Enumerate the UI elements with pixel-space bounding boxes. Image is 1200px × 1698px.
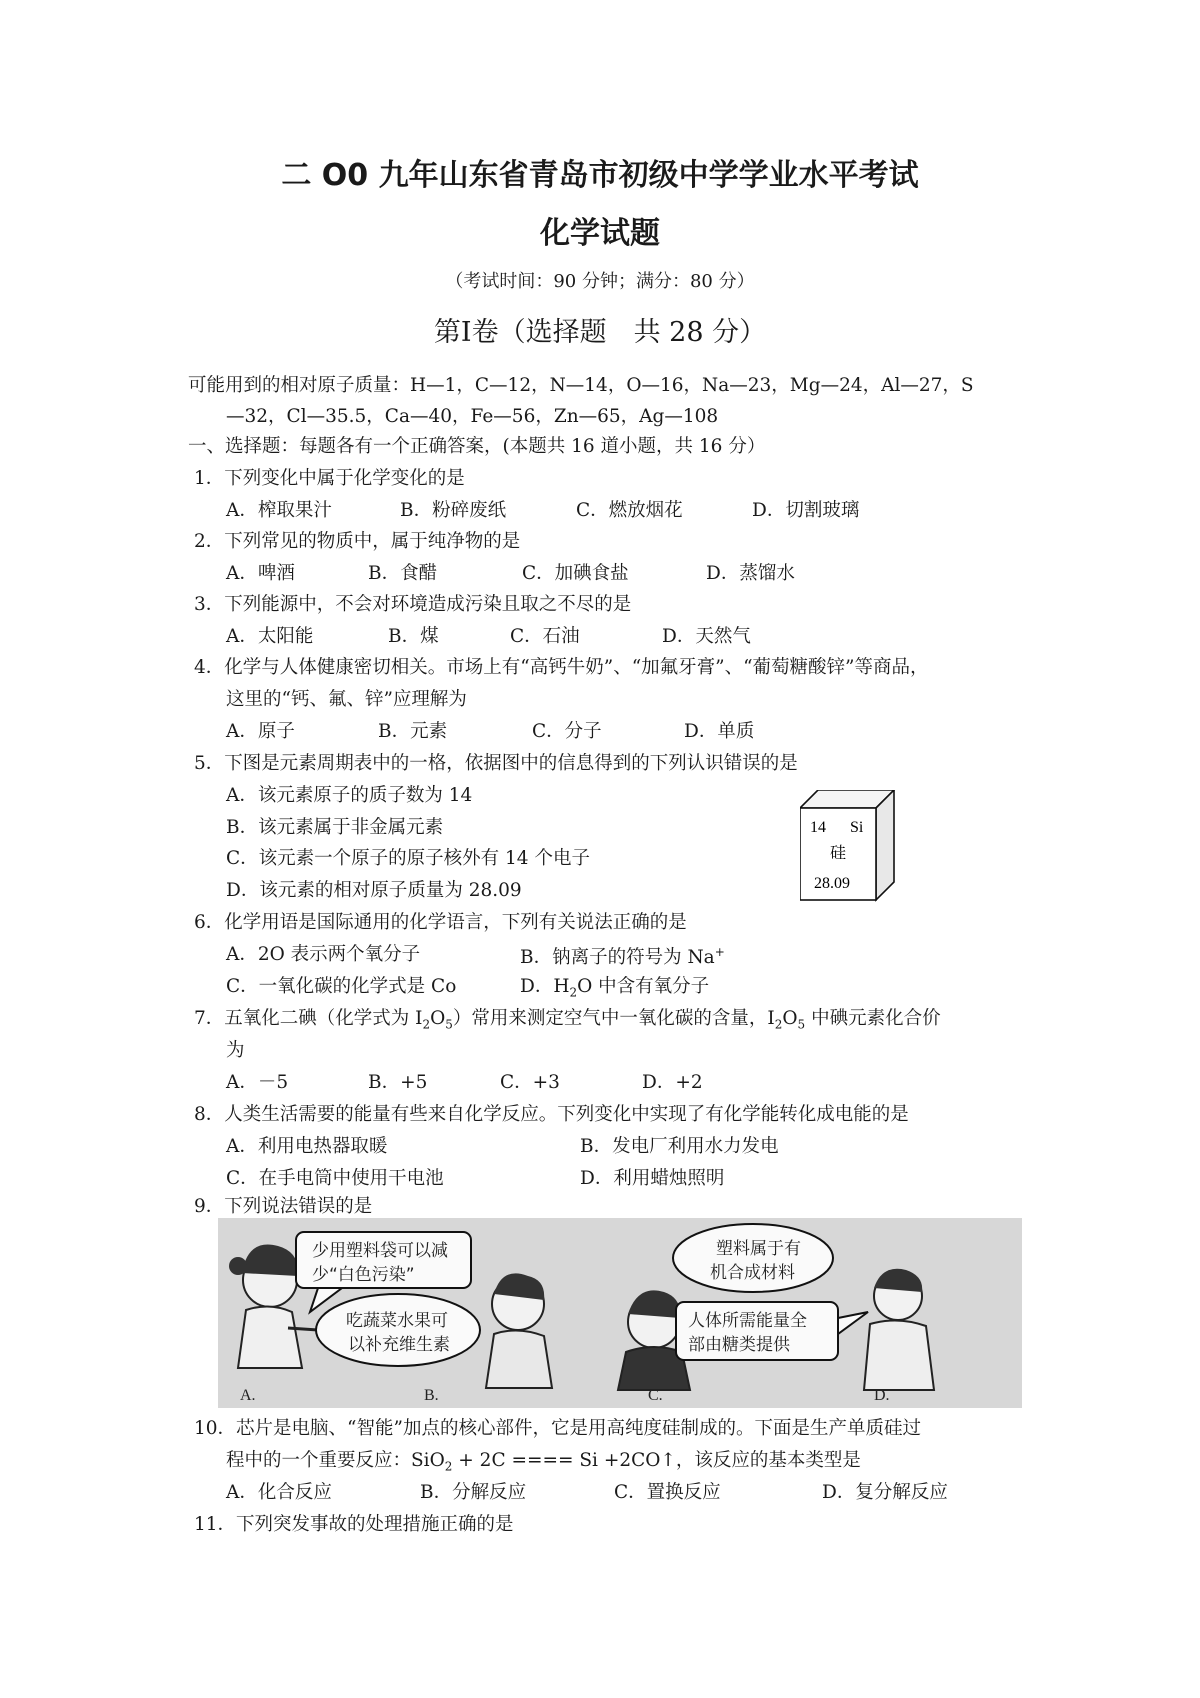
question-10-stem: 10．芯片是电脑、“智能”加点的核心部件，它是用高纯度硅制成的。下面是生产单质硅过: [194, 1418, 921, 1439]
cartoon-label-d: D.: [874, 1387, 890, 1404]
element-name: 硅: [830, 843, 847, 862]
question-7-stem-cont: 为: [226, 1040, 245, 1061]
question-9-cartoon: [218, 1218, 1022, 1408]
q10-part-b: + 2C ==== Si +2CO↑，该反应的基本类型是: [452, 1450, 861, 1471]
atomic-mass-line-1: 可能用到的相对原子质量：H—1，C—12，N—14，O—16，Na—23，Mg—24，Al—27，S: [188, 375, 974, 396]
option-d-text-b: O 中含有氧分子: [577, 976, 710, 997]
question-6-option-d: [520, 978, 709, 999]
question-4-option-d: D．单质: [684, 721, 755, 742]
bubble-b-line-2: 以补充维生素: [348, 1335, 450, 1355]
element-number: 14: [810, 819, 826, 836]
bubble-c-line-2: 机合成材料: [710, 1263, 795, 1283]
bubble-d: [676, 1302, 868, 1360]
question-2-option-a: A．啤酒: [226, 563, 295, 584]
bubble-a-line-1: 少用塑料袋可以减: [312, 1241, 448, 1261]
part-one-heading: 一、选择题：每题各有一个正确答案，(本题共 16 道小题，共 16 分）: [188, 436, 766, 457]
option-b-text: B．钠离子的符号为 Na: [520, 947, 715, 969]
question-2-option-d: D．蒸馏水: [706, 563, 795, 584]
question-6-option-b: [520, 946, 725, 968]
bubble-b-line-1: 吃蔬菜水果可: [346, 1311, 448, 1331]
question-7-option-b: B．+5: [368, 1072, 428, 1093]
question-3-option-d: D．天然气: [662, 626, 751, 647]
question-4-option-b: B．元素: [378, 721, 448, 742]
element-symbol: Si: [850, 819, 864, 836]
question-5-option-c: C．该元素一个原子的原子核外有 14 个电子: [226, 848, 590, 869]
question-8-stem: 8．人类生活需要的能量有些来自化学反应。下列变化中实现了有化学能转化成电能的是: [194, 1104, 909, 1125]
subscript-2: 2: [774, 1017, 783, 1032]
subscript-2: 2: [444, 1459, 453, 1474]
exam-title: 二 O0 九年山东省青岛市初级中学学业水平考试: [281, 158, 919, 193]
question-10-stem-cont: [226, 1452, 861, 1473]
question-10-option-c: C．置换反应: [614, 1482, 721, 1503]
q7-part-b: O: [430, 1008, 446, 1029]
question-9-stem: 9．下列说法错误的是: [194, 1196, 373, 1217]
subscript-5: 5: [445, 1017, 453, 1032]
bubble-d-line-2: 部由糖类提供: [688, 1335, 790, 1355]
periodic-table-cell: [800, 790, 908, 902]
bubble-a-line-2: 少“白色污染”: [312, 1265, 415, 1285]
cartoon-label-a: A.: [240, 1387, 256, 1404]
question-1-stem: 1．下列变化中属于化学变化的是: [194, 468, 465, 489]
question-6-option-a: A．2O 表示两个氧分子: [226, 944, 421, 965]
question-2-option-b: B．食醋: [368, 563, 438, 584]
subscript-5: 5: [797, 1017, 806, 1032]
atomic-mass-line-2: —32，Cl—35.5，Ca—40，Fe—56，Zn—65，Ag—108: [226, 406, 719, 427]
question-10-option-b: B．分解反应: [420, 1482, 527, 1503]
question-7-option-d: D．+2: [642, 1072, 703, 1093]
question-5-stem: 5．下图是元素周期表中的一格，依据图中的信息得到的下列认识错误的是: [194, 753, 798, 774]
bubble-b: [316, 1294, 480, 1366]
question-6-option-c: C．一氧化碳的化学式是 Co: [226, 976, 457, 997]
q7-part-e: 中碘元素化合价: [805, 1008, 941, 1029]
option-d-text-a: D．H: [520, 976, 570, 997]
question-1-option-a: A．榨取果汁: [226, 500, 332, 521]
bubble-c-line-1: 塑料属于有: [716, 1239, 801, 1259]
question-4-option-c: C．分子: [532, 721, 602, 742]
question-3-option-c: C．石油: [510, 626, 580, 647]
question-7-stem: [194, 1010, 941, 1031]
subscript-2: 2: [569, 985, 578, 1000]
cartoon-label-b: B.: [424, 1387, 439, 1404]
question-1-option-d: D．切割玻璃: [752, 500, 860, 521]
bubble-d-line-1: 人体所需能量全: [688, 1311, 807, 1331]
cell-side-face: [876, 790, 894, 900]
question-5-option-d: D．该元素的相对原子质量为 28.09: [226, 880, 522, 901]
question-4-stem-cont: 这里的“钙、氟、锌”应理解为: [226, 689, 467, 710]
question-6-stem: 6．化学用语是国际通用的化学语言，下列有关说法正确的是: [194, 912, 687, 933]
question-8-option-d: D．利用蜡烛照明: [580, 1168, 725, 1189]
question-8-option-c: C．在手电筒中使用干电池: [226, 1168, 444, 1189]
section-title: 第Ⅰ卷（选择题 共 28 分）: [433, 317, 767, 348]
q7-part-c: ）常用来测定空气中一氧化碳的含量，I: [452, 1008, 775, 1029]
question-8-option-b: B．发电厂利用水力发电: [580, 1136, 779, 1157]
cartoon-label-c: C.: [648, 1387, 663, 1404]
question-2-stem: 2．下列常见的物质中，属于纯净物的是: [194, 531, 521, 552]
exam-info: （考试时间：90 分钟；满分：80 分）: [445, 271, 755, 292]
question-1-option-c: C．燃放烟花: [576, 500, 683, 521]
question-3-option-a: A．太阳能: [226, 626, 314, 647]
question-11-stem: 11．下列突发事故的处理措施正确的是: [194, 1514, 514, 1535]
cartoon-illustration: [218, 1218, 1022, 1408]
question-10-option-a: A．化合反应: [226, 1482, 332, 1503]
superscript-plus: +: [714, 945, 725, 959]
question-8-option-a: A．利用电热器取暖: [226, 1136, 388, 1157]
question-7-option-c: C．+3: [500, 1072, 560, 1093]
exam-subject-title: 化学试题: [540, 216, 660, 251]
question-4-stem: 4．化学与人体健康密切相关。市场上有“高钙牛奶”、“加氟牙膏”、“葡萄糖酸锌”等商品，: [194, 657, 929, 678]
question-5-option-a: A．该元素原子的质子数为 14: [226, 785, 473, 806]
question-3-stem: 3．下列能源中，不会对环境造成污染且取之不尽的是: [194, 594, 632, 615]
question-1-option-b: B．粉碎废纸: [400, 500, 507, 521]
question-4-option-a: A．原子: [226, 721, 295, 742]
bubble-c: [673, 1224, 833, 1292]
person-b-figure: [486, 1273, 552, 1388]
element-mass: 28.09: [814, 875, 850, 892]
person-d-figure: [864, 1269, 934, 1390]
question-7-option-a: A．－5: [226, 1072, 289, 1093]
question-5-option-b: B．该元素属于非金属元素: [226, 817, 444, 838]
question-3-option-b: B．煤: [388, 626, 439, 647]
subscript-2: 2: [422, 1017, 431, 1032]
q7-part-d: O: [782, 1008, 798, 1029]
q7-part-a: 7．五氧化二碘（化学式为 I: [194, 1008, 423, 1029]
q10-part-a: 程中的一个重要反应：SiO: [226, 1450, 445, 1471]
question-10-option-d: D．复分解反应: [822, 1482, 948, 1503]
question-2-option-c: C．加碘食盐: [522, 563, 629, 584]
